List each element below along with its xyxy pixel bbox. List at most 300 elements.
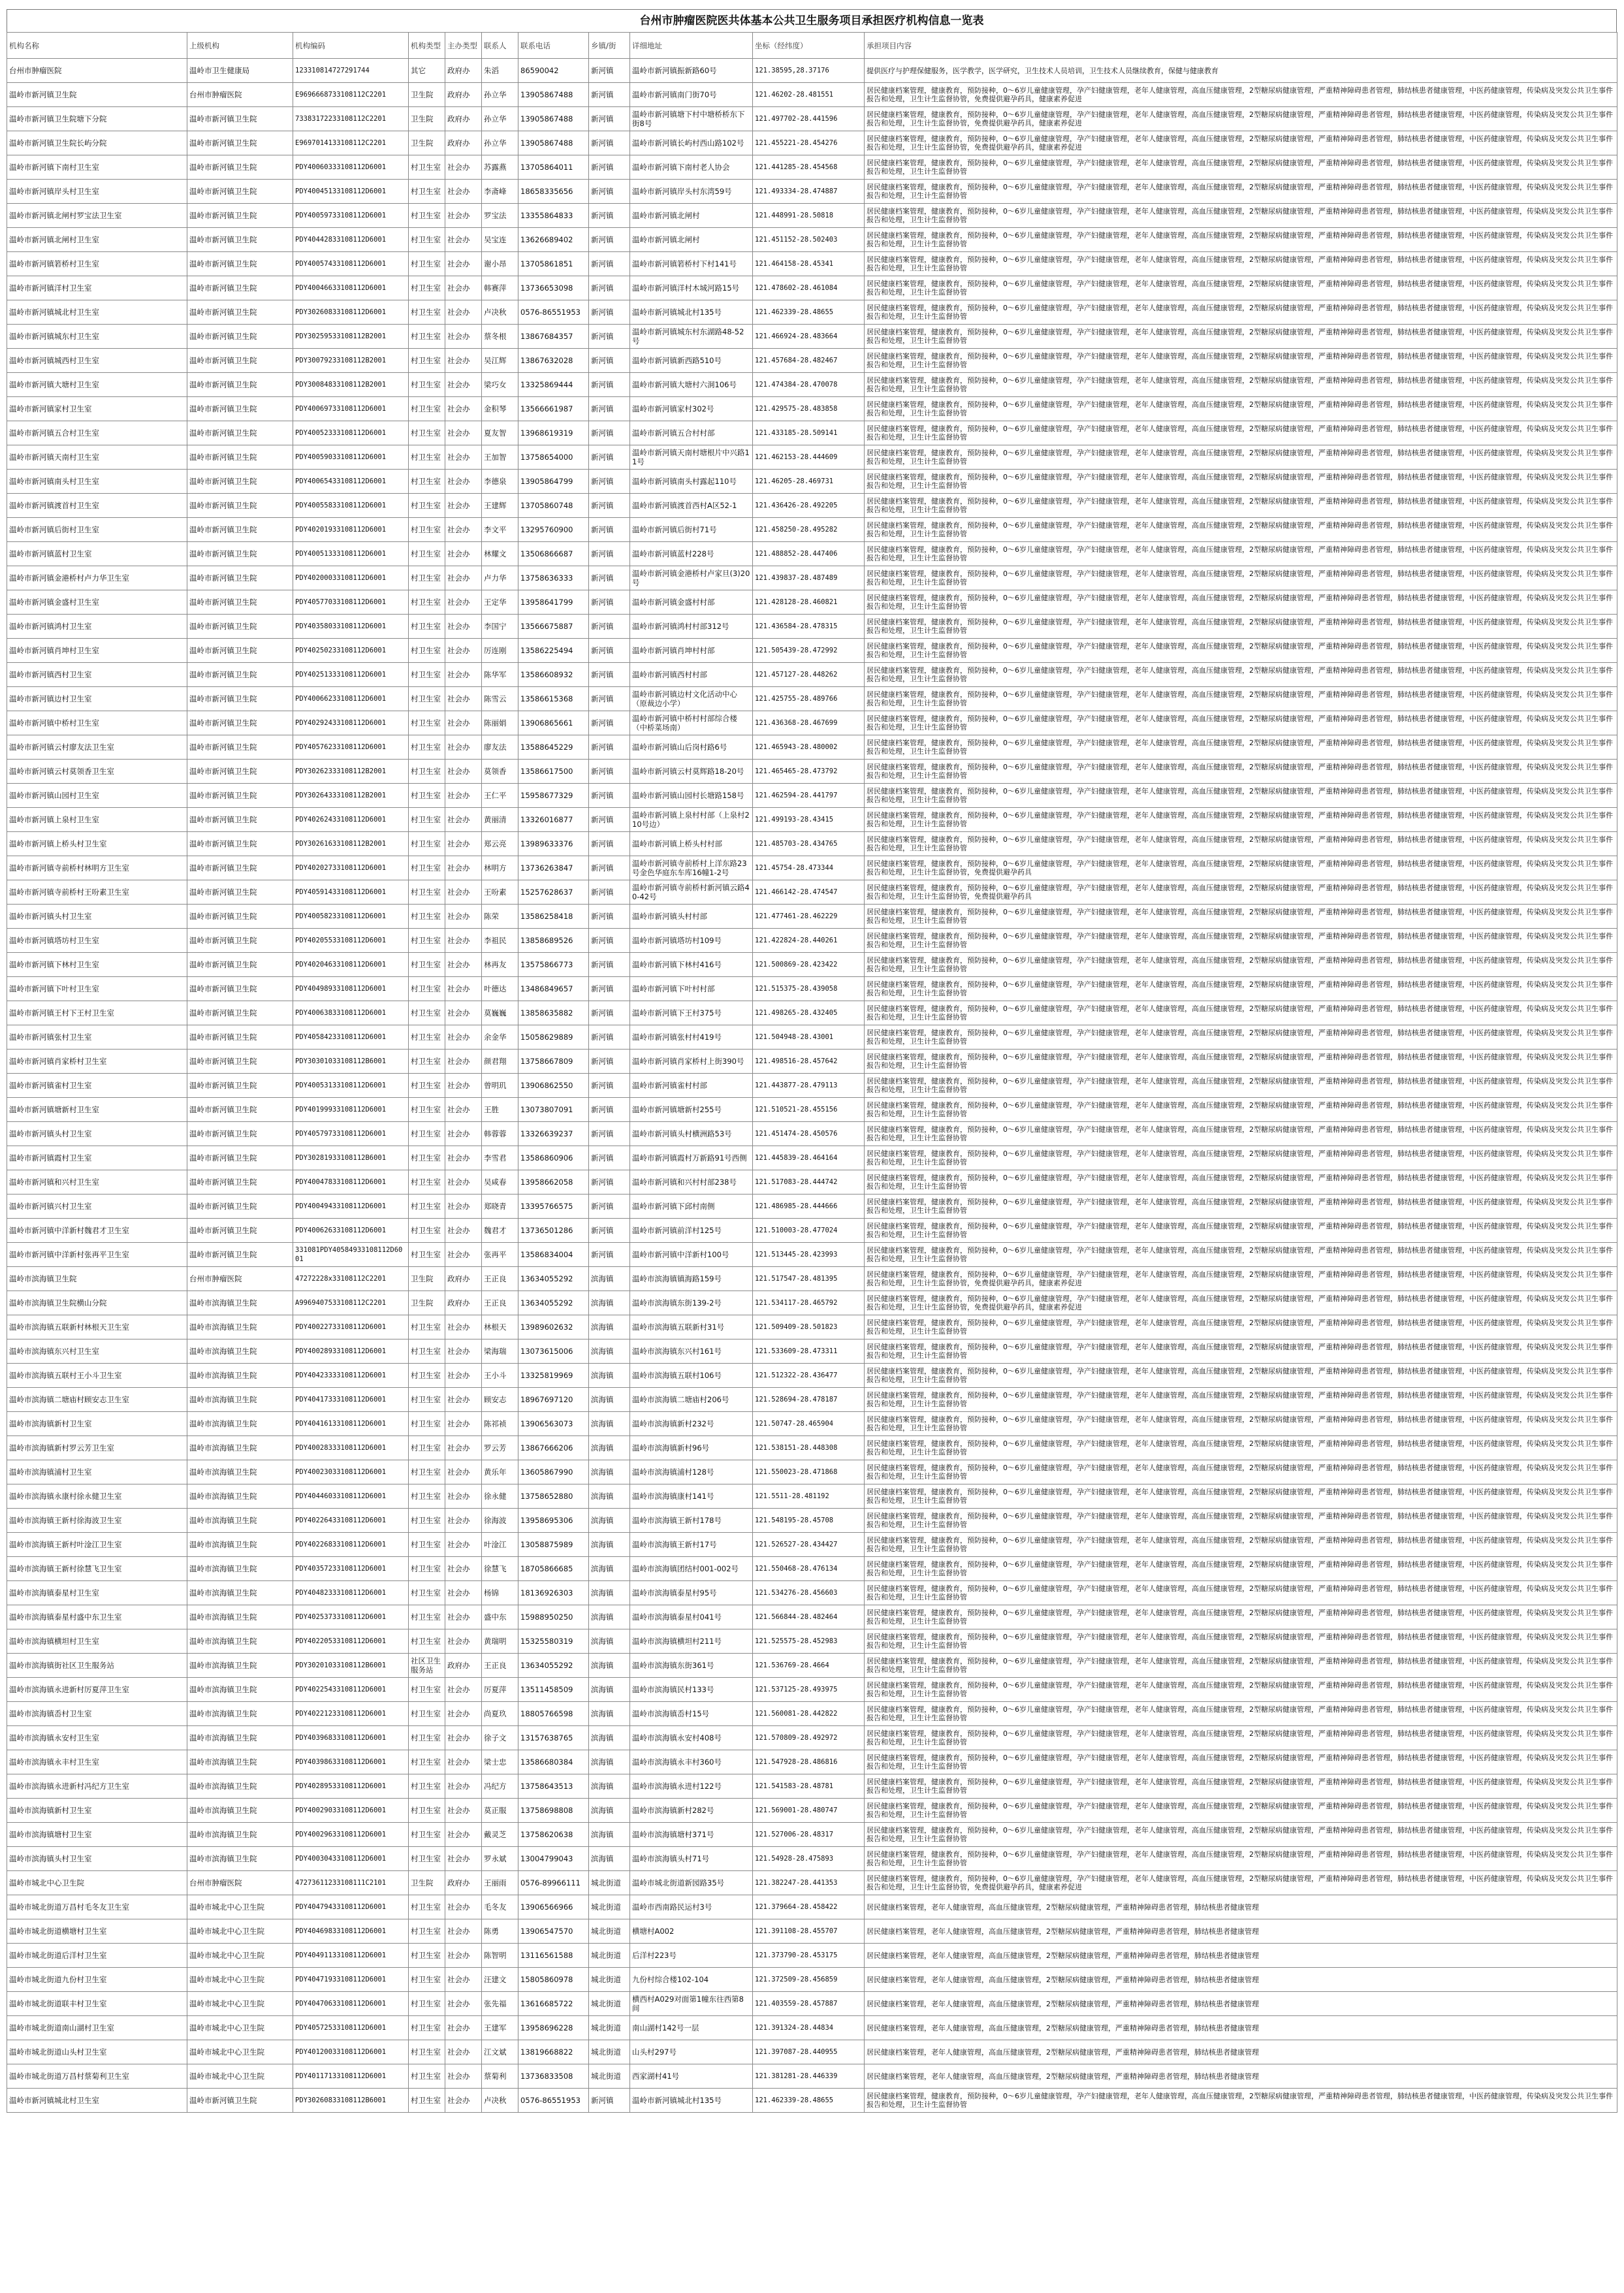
cell-service-items: 居民健康档案管理，健康教育，预防接种，0～6岁儿童健康管理，孕产妇健康管理，老年人健康管理，高血压健康管理，2型糖尿病健康管理，严重精神障碍患者管理，肺结核患者健康管理，中医药健康管理，传染病及突发公共卫生事件报告和处理，卫生计生监督协管: [865, 470, 1617, 494]
cell-institution-code: PDY40066233108112D6001: [293, 687, 409, 711]
cell-service-items: 居民健康档案管理，健康教育，预防接种，0～6岁儿童健康管理，孕产妇健康管理，老年人健康管理，高血压健康管理，2型糖尿病健康管理，严重精神障碍患者管理，肺结核患者健康管理，中医药健康管理，传染病及突发公共卫生事件报告和处理，卫生计生监督协管: [865, 1678, 1617, 1702]
cell-address: 温岭市滨海镇永安村408号: [630, 1726, 753, 1750]
cell-address: 温岭市新河镇岸头村东湾59号: [630, 180, 753, 204]
cell-parent-institution: 温岭市滨海镇卫生院: [187, 1774, 293, 1799]
cell-service-items: 居民健康档案管理，健康教育，预防接种，0～6岁儿童健康管理，孕产妇健康管理，老年人健康管理，高血压健康管理，2型糖尿病健康管理，严重精神障碍患者管理，肺结核患者健康管理，中医药健康管理，传染病及突发公共卫生事件报告和处理，卫生计生监督协管: [865, 832, 1617, 856]
table-row: [7, 953, 1617, 977]
cell-coordinates: 121.433185-28.509141: [753, 421, 865, 445]
cell-institution-code: PDY40053133108112D6001: [293, 1074, 409, 1098]
cell-contact-person: 毛冬友: [482, 1895, 518, 1919]
table-header: [7, 33, 1617, 59]
cell-sponsor-type: 社会办: [445, 977, 482, 1001]
cell-township: 新河镇: [589, 373, 630, 397]
cell-address: 横塘村A002: [630, 1919, 753, 1944]
cell-sponsor-type: 社会办: [445, 905, 482, 929]
cell-coordinates: 121.403559-28.457887: [753, 1992, 865, 2016]
cell-coordinates: 121.498265-28.432405: [753, 1001, 865, 1025]
cell-contact-phone: 13989602632: [518, 1315, 589, 1339]
document-title: 台州市肿瘤医院医共体基本公共卫生服务项目承担医疗机构信息一览表: [7, 9, 1617, 32]
cell-institution-type: 村卫生室: [409, 397, 445, 421]
column-header-township: 乡镇/街: [589, 33, 630, 59]
cell-parent-institution: 温岭市新河镇卫生院: [187, 1074, 293, 1098]
cell-contact-person: 王小斗: [482, 1364, 518, 1388]
cell-parent-institution: 温岭市新河镇卫生院: [187, 953, 293, 977]
cell-contact-person: 杨锦: [482, 1581, 518, 1605]
column-header-parent-institution: 上级机构: [187, 33, 293, 59]
cell-coordinates: 121.464158-28.45341: [753, 252, 865, 276]
cell-contact-person: 金积琴: [482, 397, 518, 421]
cell-sponsor-type: 社会办: [445, 880, 482, 905]
cell-coordinates: 121.504948-28.43001: [753, 1025, 865, 1050]
cell-institution-type: 村卫生室: [409, 373, 445, 397]
cell-sponsor-type: 社会办: [445, 180, 482, 204]
cell-institution-type: 村卫生室: [409, 1122, 445, 1146]
cell-township: 滨海镇: [589, 1581, 630, 1605]
cell-address: 温岭市新河镇天南村塘根片中兴路11号: [630, 445, 753, 470]
cell-institution-type: 村卫生室: [409, 2016, 445, 2040]
table-row: [7, 1847, 1617, 1871]
cell-institution-code: PDY40576233108112D6001: [293, 735, 409, 760]
cell-service-items: 提供医疗与护理保健服务，医学教学，医学研究，卫生技术人员培训，卫生技术人员继续教育，保健与健康教育: [865, 59, 1617, 83]
table-row: [7, 1050, 1617, 1074]
cell-coordinates: 121.38595,28.37176: [753, 59, 865, 83]
cell-contact-phone: 15988950250: [518, 1605, 589, 1629]
cell-contact-phone: 13705861851: [518, 252, 589, 276]
cell-institution-name: 温岭市城北街道万昌村蔡菊利卫生室: [7, 2064, 187, 2089]
cell-township: 滨海镇: [589, 1388, 630, 1412]
cell-contact-phone: 13736653098: [518, 276, 589, 300]
cell-contact-phone: 13905864799: [518, 470, 589, 494]
cell-coordinates: 121.512322-28.436477: [753, 1364, 865, 1388]
cell-contact-phone: 0576-86551953: [518, 2089, 589, 2113]
cell-sponsor-type: 社会办: [445, 1484, 482, 1509]
cell-contact-person: 王建辉: [482, 494, 518, 518]
cell-township: 新河镇: [589, 687, 630, 711]
cell-coordinates: 121.451474-28.450576: [753, 1122, 865, 1146]
cell-sponsor-type: 社会办: [445, 929, 482, 953]
cell-institution-type: 村卫生室: [409, 1992, 445, 2016]
cell-institution-code: PDY40051333108112D6001: [293, 542, 409, 566]
cell-institution-type: 其它: [409, 59, 445, 83]
table-row: [7, 760, 1617, 784]
table-row: [7, 1122, 1617, 1146]
cell-contact-person: 叶淦江: [482, 1533, 518, 1557]
cell-institution-name: 温岭市滨海镇卫生院横山分院: [7, 1291, 187, 1315]
cell-contact-phone: 13586860906: [518, 1146, 589, 1170]
cell-institution-type: 村卫生室: [409, 1678, 445, 1702]
cell-contact-phone: 13575866773: [518, 953, 589, 977]
cell-institution-code: 47272228x331081​12C2201: [293, 1267, 409, 1291]
cell-address: 温岭市新河镇金港桥村卢家旦(3)20号: [630, 566, 753, 590]
cell-address: 温岭市新河镇下林村416号: [630, 953, 753, 977]
cell-parent-institution: 温岭市新河镇卫生院: [187, 445, 293, 470]
cell-institution-name: 温岭市新河镇城北村卫生室: [7, 300, 187, 325]
cell-contact-person: 罗云芳: [482, 1436, 518, 1460]
table-row: [7, 905, 1617, 929]
cell-contact-person: 王加智: [482, 445, 518, 470]
cell-sponsor-type: 社会办: [445, 1339, 482, 1364]
cell-service-items: 居民健康档案管理，健康教育，预防接种，0～6岁儿童健康管理，孕产妇健康管理，老年人健康管理，高血压健康管理，2型糖尿病健康管理，严重精神障碍患者管理，肺结核患者健康管理，中医药健康管理，传染病及突发公共卫生事件报告和处理，卫生计生监督协管: [865, 977, 1617, 1001]
table-row: [7, 880, 1617, 905]
cell-institution-code: PDY30201033108112B6001: [293, 1654, 409, 1678]
cell-contact-person: 王吩素: [482, 880, 518, 905]
cell-institution-code: 47273611233108111C2101: [293, 1871, 409, 1895]
cell-coordinates: 121.500869-28.423422: [753, 953, 865, 977]
column-header-service-items: 承担项目内容: [865, 33, 1617, 59]
table-row: [7, 494, 1617, 518]
cell-service-items: 居民健康档案管理，健康教育，预防接种，0～6岁儿童健康管理，孕产妇健康管理，老年人健康管理，高血压健康管理，2型糖尿病健康管理，严重精神障碍患者管理，肺结核患者健康管理，中医药健康管理，传染病及突发公共卫生事件报告和处理，卫生计生监督协管: [865, 590, 1617, 615]
cell-contact-person: 黄瑞明: [482, 1629, 518, 1654]
cell-institution-code: PDY40199933108112D6001: [293, 1098, 409, 1122]
cell-coordinates: 121.510521-28.455156: [753, 1098, 865, 1122]
cell-parent-institution: 温岭市滨海镇卫生院: [187, 1847, 293, 1871]
table-row: [7, 421, 1617, 445]
cell-institution-name: 温岭市城北街道山头村卫生室: [7, 2040, 187, 2064]
cell-contact-person: 谢小昂: [482, 252, 518, 276]
cell-sponsor-type: 社会办: [445, 615, 482, 639]
table-row: [7, 1267, 1617, 1291]
cell-contact-phone: 13906563073: [518, 1412, 589, 1436]
cell-institution-code: PDY40262433108112D6001: [293, 808, 409, 832]
cell-institution-code: PDY40059733108112D6001: [293, 204, 409, 228]
cell-coordinates: 121.50747-28.465904: [753, 1412, 865, 1436]
cell-parent-institution: 温岭市新河镇卫生院: [187, 1098, 293, 1122]
cell-coordinates: 121.466142-28.474547: [753, 880, 865, 905]
cell-coordinates: 121.498516-28.457642: [753, 1050, 865, 1074]
cell-sponsor-type: 社会办: [445, 687, 482, 711]
cell-service-items: 居民健康档案管理，健康教育，预防接种，0～6岁儿童健康管理，孕产妇健康管理，老年人健康管理，高血压健康管理，2型糖尿病健康管理，严重精神障碍患者管理，肺结核患者健康管理，中医药健康管理，传染病及突发公共卫生事件报告和处理，卫生计生监督协管: [865, 784, 1617, 808]
table-row: [7, 155, 1617, 180]
cell-parent-institution: 温岭市新河镇卫生院: [187, 639, 293, 663]
cell-institution-code: PDY40416133108112D6001: [293, 1412, 409, 1436]
cell-service-items: 居民健康档案管理，健康教育，预防接种，0～6岁儿童健康管理，孕产妇健康管理，老年人健康管理，高血压健康管理，2型糖尿病健康管理，严重精神障碍患者管理，肺结核患者健康管理，中医药健康管理，传染病及突发公共卫生事件报告和处理，卫生计生监督协管: [865, 1799, 1617, 1823]
column-header-institution-type: 机构类型: [409, 33, 445, 59]
cell-parent-institution: 温岭市新河镇卫生院: [187, 760, 293, 784]
cell-coordinates: 121.533609-28.473311: [753, 1339, 865, 1364]
cell-institution-type: 村卫生室: [409, 155, 445, 180]
cell-service-items: 居民健康档案管理，健康教育，预防接种，0～6岁儿童健康管理，孕产妇健康管理，老年人健康管理，高血压健康管理，2型糖尿病健康管理，严重精神障碍患者管理，肺结核患者健康管理，中医药健康管理，传染病及突发公共卫生事件报告和处理，卫生计生监督协管: [865, 566, 1617, 590]
cell-sponsor-type: 政府办: [445, 59, 482, 83]
cell-contact-phone: 13958641799: [518, 590, 589, 615]
cell-contact-person: 莫巍巍: [482, 1001, 518, 1025]
cell-parent-institution: 温岭市新河镇卫生院: [187, 276, 293, 300]
cell-address: 温岭市滨海镇民村133号: [630, 1678, 753, 1702]
cell-sponsor-type: 社会办: [445, 421, 482, 445]
table-row: [7, 373, 1617, 397]
cell-institution-code: PDY40200033108112D6001: [293, 566, 409, 590]
cell-institution-name: 温岭市新河镇上桥头村卫生室: [7, 832, 187, 856]
cell-contact-person: 王仁平: [482, 784, 518, 808]
cell-parent-institution: 温岭市滨海镇卫生院: [187, 1702, 293, 1726]
cell-institution-name: 温岭市滨海镇泰星村卫生室: [7, 1581, 187, 1605]
institution-table: [7, 32, 1617, 2113]
table-row: [7, 1726, 1617, 1750]
cell-coordinates: 121.422824-28.440261: [753, 929, 865, 953]
cell-sponsor-type: 政府办: [445, 1654, 482, 1678]
cell-contact-phone: 13858689526: [518, 929, 589, 953]
cell-parent-institution: 温岭市滨海镇卫生院: [187, 1678, 293, 1702]
cell-institution-code: PDY40045133108112D6001: [293, 180, 409, 204]
cell-coordinates: 121.425755-28.489766: [753, 687, 865, 711]
cell-institution-code: PDY40417333108112D6001: [293, 1388, 409, 1412]
table-row: [7, 1581, 1617, 1605]
cell-contact-phone: 13586617500: [518, 760, 589, 784]
cell-contact-phone: 13058875989: [518, 1533, 589, 1557]
cell-contact-phone: 0576-89966111: [518, 1871, 589, 1895]
table-row: [7, 325, 1617, 349]
cell-parent-institution: 温岭市滨海镇卫生院: [187, 1823, 293, 1847]
cell-institution-code: PDY40030433108112D6001: [293, 1847, 409, 1871]
cell-sponsor-type: 社会办: [445, 1219, 482, 1243]
cell-institution-type: 卫生院: [409, 107, 445, 131]
cell-contact-person: 卢决秋: [482, 2089, 518, 2113]
cell-sponsor-type: 社会办: [445, 373, 482, 397]
cell-coordinates: 121.457684-28.482467: [753, 349, 865, 373]
cell-institution-type: 村卫生室: [409, 204, 445, 228]
cell-sponsor-type: 社会办: [445, 228, 482, 252]
cell-institution-type: 村卫生室: [409, 687, 445, 711]
cell-institution-type: 村卫生室: [409, 1799, 445, 1823]
cell-coordinates: 121.517547-28.481395: [753, 1267, 865, 1291]
cell-institution-type: 村卫生室: [409, 832, 445, 856]
cell-institution-name: 温岭市新河镇金港桥村卢力华卫生室: [7, 566, 187, 590]
cell-institution-name: 温岭市新河镇下林村卫生室: [7, 953, 187, 977]
table-row: [7, 1533, 1617, 1557]
cell-contact-person: 王建军: [482, 2016, 518, 2040]
cell-contact-phone: 15958677329: [518, 784, 589, 808]
table-row: [7, 1605, 1617, 1629]
cell-coordinates: 121.445839-28.464164: [753, 1146, 865, 1170]
cell-contact-phone: 13906862550: [518, 1074, 589, 1098]
cell-service-items: 居民健康档案管理，健康教育，预防接种，0～6岁儿童健康管理，孕产妇健康管理，老年人健康管理，高血压健康管理，2型糖尿病健康管理，严重精神障碍患者管理，肺结核患者健康管理，中医药健康管理，传染病及突发公共卫生事件报告和处理，卫生计生监督协管: [865, 1339, 1617, 1364]
cell-service-items: 居民健康档案管理，健康教育，预防接种，0～6岁儿童健康管理，孕产妇健康管理，老年人健康管理，高血压健康管理，2型糖尿病健康管理，严重精神障碍患者管理，肺结核患者健康管理，中医药健康管理，传染病及突发公共卫生事件报告和处理，卫生计生监督协管: [865, 1412, 1617, 1436]
table-row: [7, 180, 1617, 204]
table-row: [7, 1195, 1617, 1219]
cell-service-items: 居民健康档案管理，老年人健康管理，高血压健康管理，2型糖尿病健康管理，严重精神障碍患者管理，肺结核患者健康管理: [865, 2040, 1617, 2064]
cell-institution-code: PDY40205533108112D6001: [293, 929, 409, 953]
cell-address: 温岭市滨海镇岙村15号: [630, 1702, 753, 1726]
cell-address: 温岭市新河镇中桥村村部综合楼（中桥菜场南）: [630, 711, 753, 735]
cell-address: 横西村A029对面第1幢东往西第8间: [630, 1992, 753, 2016]
cell-institution-type: 村卫生室: [409, 228, 445, 252]
cell-service-items: 居民健康档案管理，健康教育，预防接种，0～6岁儿童健康管理，孕产妇健康管理，老年人健康管理，高血压健康管理，2型糖尿病健康管理，严重精神障碍患者管理，肺结核患者健康管理，中医药健康管理，传染病及突发公共卫生事件报告和处理，卫生计生监督协管: [865, 1533, 1617, 1557]
cell-institution-name: 温岭市新河镇卫生院塘下分院: [7, 107, 187, 131]
cell-institution-code: PDY40028933108112D6001: [293, 1339, 409, 1364]
cell-institution-type: 卫生院: [409, 131, 445, 155]
cell-contact-phone: 13326639237: [518, 1122, 589, 1146]
cell-township: 滨海镇: [589, 1750, 630, 1774]
cell-sponsor-type: 社会办: [445, 808, 482, 832]
cell-institution-name: 温岭市新河镇下南村卫生室: [7, 155, 187, 180]
cell-township: 新河镇: [589, 325, 630, 349]
cell-sponsor-type: 社会办: [445, 1895, 482, 1919]
table-row: [7, 445, 1617, 470]
cell-institution-type: 村卫生室: [409, 1823, 445, 1847]
cell-contact-person: 张先福: [482, 1992, 518, 2016]
cell-institution-name: 温岭市新河镇云村廖友法卫生室: [7, 735, 187, 760]
table-row: [7, 615, 1617, 639]
cell-coordinates: 121.54928-28.475893: [753, 1847, 865, 1871]
cell-institution-code: PDY40491133108112D6001: [293, 1944, 409, 1968]
cell-institution-code: PDY40046633108112D6001: [293, 276, 409, 300]
cell-contact-phone: 13958662058: [518, 1170, 589, 1195]
cell-institution-name: 温岭市滨海镇新村罗云芳卫生室: [7, 1436, 187, 1460]
cell-institution-code: PDY40479433108112D6001: [293, 1895, 409, 1919]
cell-sponsor-type: 社会办: [445, 1847, 482, 1871]
cell-address: 温岭市滨海镇五联新村31号: [630, 1315, 753, 1339]
cell-contact-person: 叶德达: [482, 977, 518, 1001]
cell-sponsor-type: 社会办: [445, 349, 482, 373]
cell-institution-name: 温岭市滨海镇新村卫生室: [7, 1412, 187, 1436]
cell-contact-phone: 13758620638: [518, 1823, 589, 1847]
cell-sponsor-type: 社会办: [445, 784, 482, 808]
cell-contact-phone: 13626689402: [518, 228, 589, 252]
table-row: [7, 1629, 1617, 1654]
cell-coordinates: 121.485703-28.434765: [753, 832, 865, 856]
cell-contact-person: 江文斌: [482, 2040, 518, 2064]
cell-sponsor-type: 社会办: [445, 1243, 482, 1267]
cell-coordinates: 121.513445-28.423993: [753, 1243, 865, 1267]
cell-township: 滨海镇: [589, 1339, 630, 1364]
cell-contact-person: 李雪君: [482, 1146, 518, 1170]
cell-address: 温岭市新河镇洋村木城河路15号: [630, 276, 753, 300]
cell-sponsor-type: 政府办: [445, 1291, 482, 1315]
cell-contact-person: 李德泉: [482, 470, 518, 494]
cell-township: 滨海镇: [589, 1605, 630, 1629]
cell-institution-type: 村卫生室: [409, 856, 445, 880]
table-row: [7, 784, 1617, 808]
cell-sponsor-type: 社会办: [445, 1605, 482, 1629]
cell-institution-name: 温岭市新河镇渡首村卫生室: [7, 494, 187, 518]
cell-address: 温岭市滨海镇永丰村360号: [630, 1750, 753, 1774]
cell-coordinates: 121.439837-28.487489: [753, 566, 865, 590]
cell-contact-person: 蔡冬根: [482, 325, 518, 349]
cell-institution-code: PDY40059033108112D6001: [293, 445, 409, 470]
cell-township: 新河镇: [589, 59, 630, 83]
cell-service-items: 居民健康档案管理，健康教育，预防接种，0～6岁儿童健康管理，孕产妇健康管理，老年人健康管理，高血压健康管理，2型糖尿病健康管理，严重精神障碍患者管理，肺结核患者健康管理，中医药健康管理，传染病及突发公共卫生事件报告和处理，卫生计生监督协管: [865, 1847, 1617, 1871]
cell-parent-institution: 温岭市新河镇卫生院: [187, 711, 293, 735]
cell-coordinates: 121.488852-28.447406: [753, 542, 865, 566]
cell-service-items: 居民健康档案管理，健康教育，预防接种，0～6岁儿童健康管理，孕产妇健康管理，老年人健康管理，高血压健康管理，2型糖尿病健康管理，严重精神障碍患者管理，肺结核患者健康管理，中医药健康管理，传染病及突发公共卫生事件报告和处理，卫生计生监督协管: [865, 1195, 1617, 1219]
cell-parent-institution: 温岭市城北中心卫生院: [187, 1992, 293, 2016]
cell-sponsor-type: 社会办: [445, 397, 482, 421]
cell-address: 温岭市新河镇振新路60号: [630, 59, 753, 83]
cell-township: 新河镇: [589, 300, 630, 325]
cell-contact-person: 苏露燕: [482, 155, 518, 180]
cell-service-items: 居民健康档案管理，健康教育，预防接种，0～6岁儿童健康管理，孕产妇健康管理，老年人健康管理，高血压健康管理，2型糖尿病健康管理，严重精神障碍患者管理，肺结核患者健康管理，中医药健康管理，传染病及突发公共卫生事件报告和处理，卫生计生监督协管，免费提供避孕药具，健康素养促进: [865, 107, 1617, 131]
cell-institution-type: 村卫生室: [409, 1944, 445, 1968]
cell-address: 温岭市滨海镇东街139-2号: [630, 1291, 753, 1315]
cell-township: 新河镇: [589, 421, 630, 445]
cell-service-items: 居民健康档案管理，健康教育，预防接种，0～6岁儿童健康管理，孕产妇健康管理，老年人健康管理，高血压健康管理，2型糖尿病健康管理，严重精神障碍患者管理，肺结核患者健康管理，中医药健康管理，传染病及突发公共卫生事件报告和处理，卫生计生监督协管: [865, 663, 1617, 687]
table-row: [7, 542, 1617, 566]
cell-sponsor-type: 社会办: [445, 252, 482, 276]
cell-coordinates: 121.391108-28.455707: [753, 1919, 865, 1944]
cell-contact-phone: 13486849657: [518, 977, 589, 1001]
cell-coordinates: 121.570809-28.492972: [753, 1726, 865, 1750]
cell-coordinates: 121.462339-28.48655: [753, 300, 865, 325]
cell-township: 滨海镇: [589, 1436, 630, 1460]
cell-parent-institution: 温岭市新河镇卫生院: [187, 204, 293, 228]
cell-address: 温岭市新河镇塘下村中塘桥桥东下街8号: [630, 107, 753, 131]
cell-contact-phone: 86590042: [518, 59, 589, 83]
cell-contact-phone: 13511458509: [518, 1678, 589, 1702]
cell-contact-phone: 15805860978: [518, 1968, 589, 1992]
cell-township: 新河镇: [589, 155, 630, 180]
cell-parent-institution: 温岭市新河镇卫生院: [187, 494, 293, 518]
table-row: [7, 832, 1617, 856]
cell-parent-institution: 温岭市新河镇卫生院: [187, 663, 293, 687]
cell-institution-name: 温岭市新河镇中洋新村张再平卫生室: [7, 1243, 187, 1267]
cell-institution-code: PDY40029033108112D6001: [293, 1799, 409, 1823]
cell-institution-name: 温岭市新河镇蓝村卫生室: [7, 542, 187, 566]
cell-parent-institution: 温岭市滨海镇卫生院: [187, 1388, 293, 1412]
cell-institution-code: PDY40469833108112D6001: [293, 1919, 409, 1944]
cell-coordinates: 121.550023-28.471868: [753, 1460, 865, 1484]
cell-service-items: 居民健康档案管理，健康教育，预防接种，0～6岁儿童健康管理，孕产妇健康管理，老年人健康管理，高血压健康管理，2型糖尿病健康管理，严重精神障碍患者管理，肺结核患者健康管理，中医药健康管理，传染病及突发公共卫生事件报告和处理，卫生计生监督协管: [865, 1750, 1617, 1774]
cell-contact-person: 韩赛萍: [482, 276, 518, 300]
cell-institution-type: 村卫生室: [409, 566, 445, 590]
cell-institution-code: PDY40292433108112D6001: [293, 711, 409, 735]
cell-institution-type: 村卫生室: [409, 1219, 445, 1243]
cell-township: 新河镇: [589, 518, 630, 542]
cell-address: 温岭市滨海镇横坦村211号: [630, 1629, 753, 1654]
cell-coordinates: 121.46202-28.481551: [753, 83, 865, 107]
cell-township: 新河镇: [589, 1146, 630, 1170]
cell-contact-phone: 13968619319: [518, 421, 589, 445]
cell-parent-institution: 台州市肿瘤医院: [187, 1871, 293, 1895]
cell-institution-code: PDY40289533108112D6001: [293, 1774, 409, 1799]
cell-parent-institution: 温岭市新河镇卫生院: [187, 228, 293, 252]
cell-institution-name: 温岭市城北街道横塘村卫生室: [7, 1919, 187, 1944]
cell-institution-type: 村卫生室: [409, 1195, 445, 1219]
cell-institution-code: PDY40591433108112D6001: [293, 880, 409, 905]
cell-service-items: 居民健康档案管理，健康教育，预防接种，0～6岁儿童健康管理，孕产妇健康管理，老年人健康管理，高血压健康管理，2型糖尿病健康管理，严重精神障碍患者管理，肺结核患者健康管理，中医药健康管理，传染病及突发公共卫生事件报告和处理，卫生计生监督协管: [865, 349, 1617, 373]
cell-address: 温岭市新河镇山后岗村路6号: [630, 735, 753, 760]
cell-coordinates: 121.534276-28.456603: [753, 1581, 865, 1605]
cell-contact-phone: 13506866687: [518, 542, 589, 566]
cell-sponsor-type: 社会办: [445, 204, 482, 228]
cell-service-items: 居民健康档案管理，健康教育，预防接种，0～6岁儿童健康管理，孕产妇健康管理，老年人健康管理，高血压健康管理，2型糖尿病健康管理，严重精神障碍患者管理，肺结核患者健康管理，中医药健康管理，传染病及突发公共卫生事件报告和处理，卫生计生监督协管: [865, 300, 1617, 325]
cell-institution-type: 村卫生室: [409, 252, 445, 276]
cell-township: 新河镇: [589, 615, 630, 639]
cell-institution-code: PDY40423333108112D6001: [293, 1364, 409, 1388]
cell-institution-type: 村卫生室: [409, 494, 445, 518]
cell-sponsor-type: 政府办: [445, 131, 482, 155]
cell-service-items: 居民健康档案管理，老年人健康管理，高血压健康管理，2型糖尿病健康管理，严重精神障碍患者管理，肺结核患者健康管理: [865, 1895, 1617, 1919]
cell-address: 温岭市滨海镇塘村371号: [630, 1823, 753, 1847]
cell-service-items: 居民健康档案管理，健康教育，预防接种，0～6岁儿童健康管理，孕产妇健康管理，老年人健康管理，高血压健康管理，2型糖尿病健康管理，严重精神障碍患者管理，肺结核患者健康管理，中医药健康管理，传染病及突发公共卫生事件报告和处理，卫生计生监督协管: [865, 2089, 1617, 2113]
cell-institution-type: 卫生院: [409, 1267, 445, 1291]
table-row: [7, 518, 1617, 542]
table-row: [7, 107, 1617, 131]
cell-institution-code: PDY40023033108112D6001: [293, 1460, 409, 1484]
cell-parent-institution: 温岭市城北中心卫生院: [187, 2064, 293, 2089]
cell-service-items: 居民健康档案管理，健康教育，预防接种，0～6岁儿童健康管理，孕产妇健康管理，老年人健康管理，高血压健康管理，2型糖尿病健康管理，严重精神障碍患者管理，肺结核患者健康管理，中医药健康管理，传染病及突发公共卫生事件报告和处理，卫生计生监督协管: [865, 1702, 1617, 1726]
cell-contact-phone: 13634055292: [518, 1291, 589, 1315]
cell-service-items: 居民健康档案管理，老年人健康管理，高血压健康管理，2型糖尿病健康管理，严重精神障碍患者管理，肺结核患者健康管理: [865, 1968, 1617, 1992]
cell-institution-name: 温岭市新河镇北闸村卫生室: [7, 228, 187, 252]
cell-coordinates: 121.465465-28.473792: [753, 760, 865, 784]
table-row: [7, 590, 1617, 615]
cell-parent-institution: 温岭市新河镇卫生院: [187, 373, 293, 397]
cell-institution-type: 村卫生室: [409, 1581, 445, 1605]
cell-contact-person: 朱滔: [482, 59, 518, 83]
cell-township: 滨海镇: [589, 1678, 630, 1702]
cell-address: 温岭市新河镇和兴村村部238号: [630, 1170, 753, 1195]
cell-contact-person: 卢力华: [482, 566, 518, 590]
cell-township: 新河镇: [589, 905, 630, 929]
